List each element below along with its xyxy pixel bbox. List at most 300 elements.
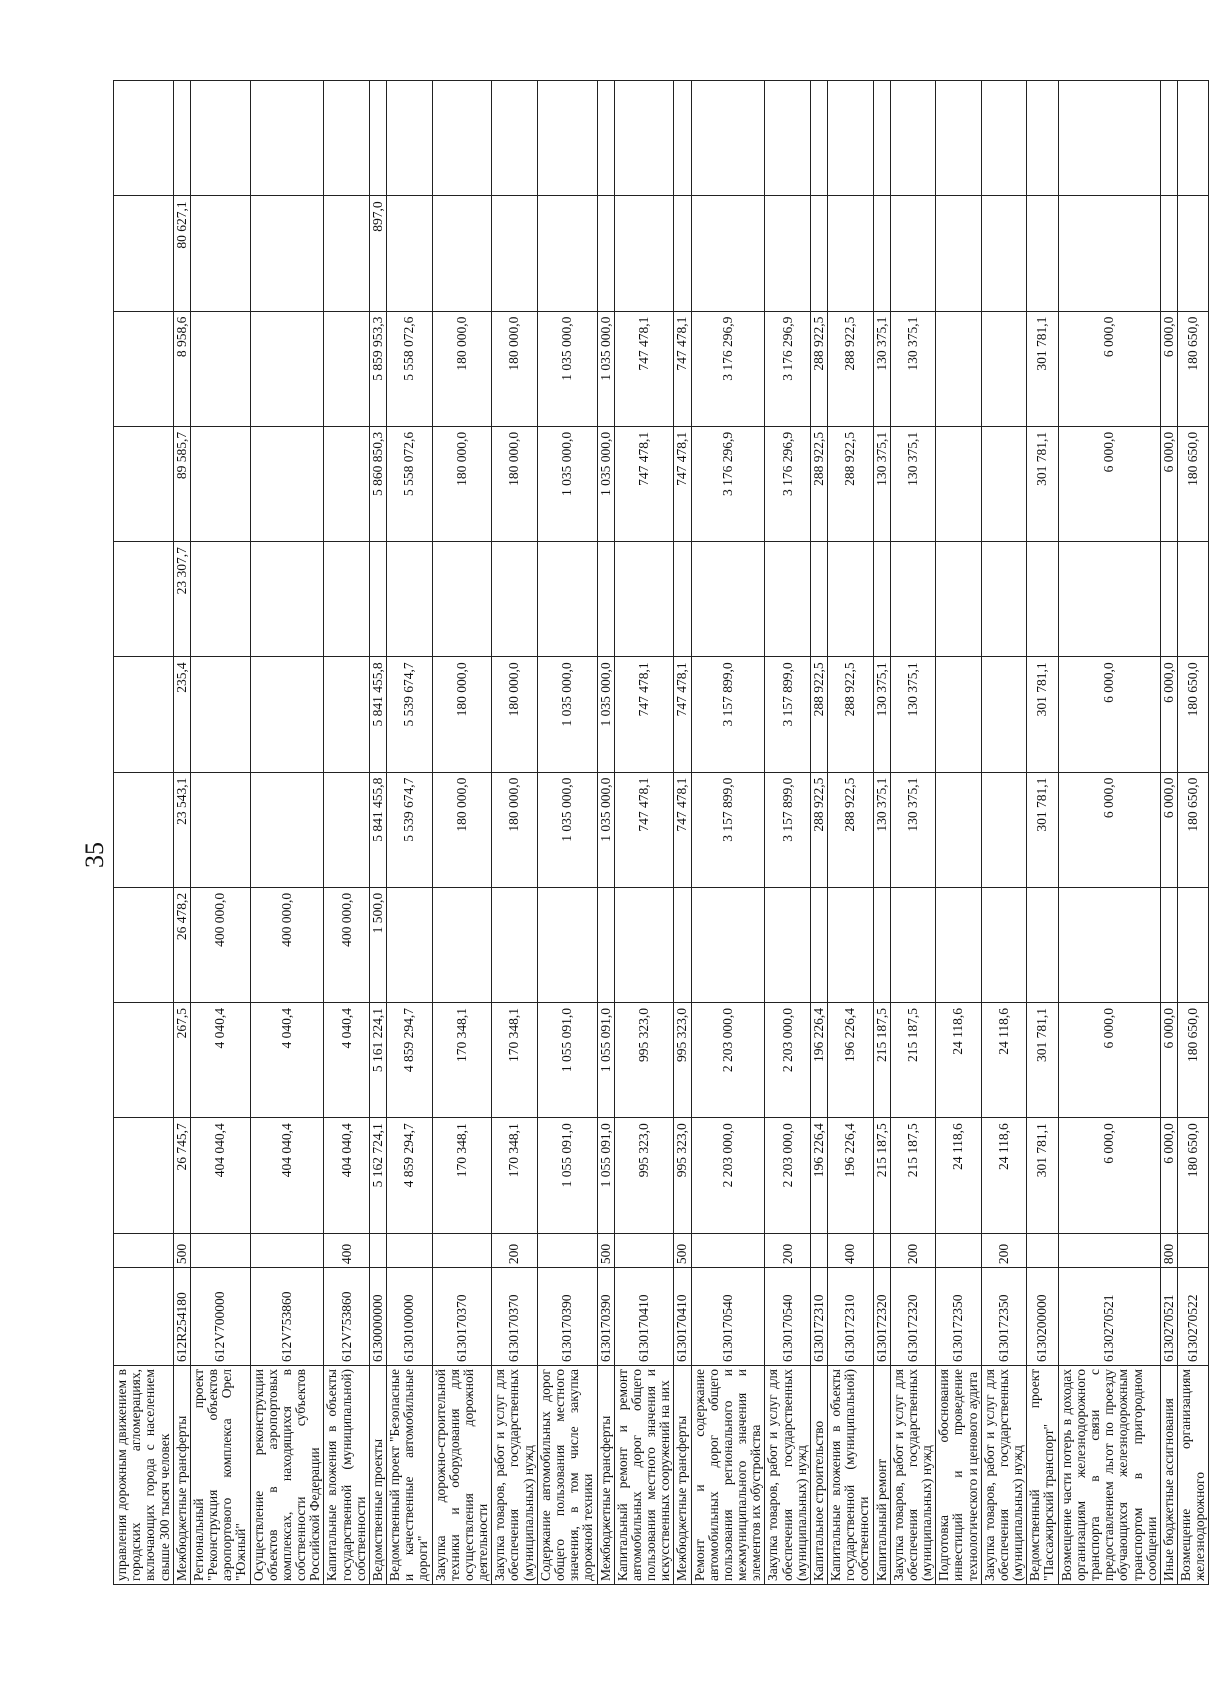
row-value-cell [765,81,811,196]
row-value-cell: 288 922,5 [810,311,827,426]
row-value-cell: 170 348,1 [432,1118,492,1233]
table-row [674,81,691,1585]
row-value-cell [936,81,982,196]
row-code-cell: 6130172350 [981,1268,1027,1366]
row-value-cell [114,426,174,541]
row-vr-cell: 200 [890,1233,936,1268]
table-row [432,81,492,1585]
row-value-cell [173,81,190,196]
row-value-cell [1058,196,1160,311]
row-value-cell [691,542,765,657]
row-value-cell: 1 035 000,0 [537,426,597,541]
row-vr-cell [614,1233,674,1268]
row-value-cell: 26 745,7 [173,1118,190,1233]
row-value-cell [1058,81,1160,196]
row-value-cell [890,196,936,311]
row-value-cell [114,81,174,196]
row-value-cell: 180 650,0 [1178,772,1209,887]
row-value-cell: 3 157 899,0 [691,657,765,772]
row-value-cell [1178,81,1209,196]
row-vr-cell: 500 [674,1233,691,1268]
row-value-cell [1178,887,1209,1002]
row-vr-cell: 500 [597,1233,614,1268]
row-code-cell: 6130170410 [674,1268,691,1366]
row-value-cell: 995 323,0 [674,1118,691,1233]
row-value-cell: 288 922,5 [810,772,827,887]
row-value-cell [387,542,433,657]
row-value-cell [1178,196,1209,311]
row-value-cell [432,81,492,196]
row-code-cell: 6130270522 [1178,1268,1209,1366]
row-value-cell: 215 187,5 [890,1003,936,1118]
row-vr-cell [1058,1233,1160,1268]
row-code-cell: 6130172320 [890,1268,936,1366]
row-value-cell: 235,4 [173,657,190,772]
row-value-cell [432,196,492,311]
row-name-cell: Возмещение организациям железнодорожного [1178,1366,1209,1585]
row-value-cell [387,887,433,1002]
row-value-cell: 130 375,1 [873,657,890,772]
row-code-cell: 6130270521 [1058,1268,1160,1366]
row-name-cell: Региональный проект "Реконструкция объектов аэропортового комплекса Орел "Южный" [190,1366,250,1585]
row-value-cell [981,196,1027,311]
row-value-cell: 5 859 953,3 [369,311,386,426]
row-value-cell: 301 781,1 [1027,1118,1058,1233]
row-value-cell [250,426,324,541]
row-value-cell: 301 781,1 [1027,1003,1058,1118]
row-value-cell [936,542,982,657]
row-value-cell [1160,542,1177,657]
row-value-cell: 5 841 455,8 [369,657,386,772]
row-value-cell [936,426,982,541]
row-value-cell [114,772,174,887]
row-vr-cell: 200 [981,1233,1027,1268]
row-value-cell: 196 226,4 [828,1003,874,1118]
row-vr-cell [190,1233,250,1268]
row-value-cell: 747 478,1 [674,311,691,426]
row-value-cell: 6 000,0 [1160,426,1177,541]
row-value-cell [873,196,890,311]
row-value-cell: 301 781,1 [1027,311,1058,426]
row-value-cell: 196 226,4 [810,1003,827,1118]
row-value-cell: 3 176 296,9 [691,311,765,426]
row-code-cell: 6130170410 [614,1268,674,1366]
row-value-cell [432,887,492,1002]
row-value-cell [828,196,874,311]
row-value-cell [614,887,674,1002]
row-value-cell [190,81,250,196]
row-value-cell: 747 478,1 [614,657,674,772]
row-value-cell: 6 000,0 [1160,1118,1177,1233]
row-value-cell: 8 958,6 [173,311,190,426]
row-value-cell: 1 035 000,0 [597,311,614,426]
row-value-cell: 5 539 674,7 [387,772,433,887]
row-value-cell [114,657,174,772]
row-value-cell: 3 157 899,0 [765,657,811,772]
budget-table [113,80,1209,1585]
row-value-cell [765,542,811,657]
row-value-cell [1160,196,1177,311]
row-vr-cell [369,1233,386,1268]
row-value-cell [1160,887,1177,1002]
row-value-cell [190,657,250,772]
table-row [597,81,614,1585]
row-value-cell: 180 650,0 [1178,1003,1209,1118]
table-body [114,81,1209,1585]
row-vr-cell: 500 [173,1233,190,1268]
table-row [173,81,190,1585]
row-value-cell: 24 118,6 [936,1003,982,1118]
row-code-cell [114,1268,174,1366]
row-value-cell: 4 859 294,7 [387,1003,433,1118]
row-code-cell: 612R254180 [173,1268,190,1366]
row-value-cell [190,196,250,311]
row-value-cell: 995 323,0 [614,1003,674,1118]
row-value-cell [324,196,370,311]
row-code-cell: 612V700000 [190,1268,250,1366]
row-value-cell [873,81,890,196]
row-value-cell [1178,542,1209,657]
row-value-cell [1058,542,1160,657]
row-value-cell: 130 375,1 [873,426,890,541]
row-value-cell [828,542,874,657]
page-number: 35 [80,842,109,868]
row-value-cell [114,1118,174,1233]
row-value-cell: 995 323,0 [674,1003,691,1118]
row-value-cell: 130 375,1 [890,426,936,541]
row-value-cell: 400 000,0 [324,887,370,1002]
row-value-cell [691,81,765,196]
row-value-cell [936,196,982,311]
row-value-cell: 130 375,1 [890,772,936,887]
row-value-cell: 4 859 294,7 [387,1118,433,1233]
row-value-cell [387,196,433,311]
row-value-cell: 5 860 850,3 [369,426,386,541]
row-value-cell: 3 157 899,0 [765,772,811,887]
row-code-cell: 6130172350 [936,1268,982,1366]
row-value-cell: 1 035 000,0 [537,311,597,426]
row-value-cell [324,426,370,541]
row-value-cell [936,887,982,1002]
row-value-cell: 897,0 [369,196,386,311]
row-code-cell: 612V753860 [324,1268,370,1366]
table-row [981,81,1027,1585]
row-value-cell: 180 650,0 [1178,1118,1209,1233]
row-vr-cell [936,1233,982,1268]
row-value-cell [981,81,1027,196]
row-name-cell: Закупка товаров, работ и услуг для обеспечения государственных (муниципальных) нужд [765,1366,811,1585]
row-code-cell: 6130170540 [691,1268,765,1366]
rotated-table-wrapper [113,75,1208,1585]
row-value-cell: 747 478,1 [614,311,674,426]
row-value-cell: 180 650,0 [1178,311,1209,426]
row-value-cell: 3 176 296,9 [765,311,811,426]
row-value-cell: 215 187,5 [873,1003,890,1118]
row-code-cell: 6130170370 [432,1268,492,1366]
row-value-cell: 23 543,1 [173,772,190,887]
row-value-cell [981,311,1027,426]
row-value-cell [250,772,324,887]
row-value-cell [387,81,433,196]
row-vr-cell [114,1233,174,1268]
row-value-cell [492,196,538,311]
row-value-cell: 180 000,0 [432,772,492,887]
row-value-cell [324,772,370,887]
table-row [873,81,890,1585]
row-value-cell: 130 375,1 [890,657,936,772]
row-value-cell [674,81,691,196]
row-value-cell: 267,5 [173,1003,190,1118]
row-value-cell: 180 000,0 [432,657,492,772]
row-name-cell: Осуществление реконструкции объектов в аэропортовых комплексах, находящихся в собственности субъектов Российской Федерации [250,1366,324,1585]
row-value-cell [190,426,250,541]
row-value-cell [114,887,174,1002]
row-value-cell [614,542,674,657]
row-code-cell: 612V753860 [250,1268,324,1366]
row-vr-cell [1178,1233,1209,1268]
row-value-cell [828,81,874,196]
row-value-cell: 1 035 000,0 [597,426,614,541]
row-value-cell: 6 000,0 [1058,1003,1160,1118]
row-vr-cell [250,1233,324,1268]
row-value-cell: 170 348,1 [492,1003,538,1118]
row-value-cell: 170 348,1 [432,1003,492,1118]
table-row [387,81,433,1585]
row-name-cell: Капитальный ремонт [873,1366,890,1585]
row-vr-cell: 200 [492,1233,538,1268]
row-value-cell: 288 922,5 [828,772,874,887]
row-value-cell: 2 203 000,0 [691,1118,765,1233]
row-code-cell: 6130170390 [537,1268,597,1366]
row-value-cell: 3 157 899,0 [691,772,765,887]
row-value-cell: 301 781,1 [1027,426,1058,541]
row-value-cell: 6 000,0 [1058,657,1160,772]
row-value-cell: 747 478,1 [674,426,691,541]
row-value-cell: 215 187,5 [873,1118,890,1233]
table-row [1027,81,1058,1585]
table-row [190,81,250,1585]
row-value-cell [691,887,765,1002]
row-value-cell [537,887,597,1002]
row-value-cell [114,311,174,426]
row-name-cell: Закупка дорожно-строительной техники и оборудования для осуществления дорожной деятельности [432,1366,492,1585]
row-value-cell [492,887,538,1002]
row-value-cell: 89 585,7 [173,426,190,541]
row-value-cell: 995 323,0 [614,1118,674,1233]
row-value-cell [250,196,324,311]
row-value-cell [674,196,691,311]
row-name-cell: Закупка товаров, работ и услуг для обеспечения государственных (муниципальных) нужд [492,1366,538,1585]
row-value-cell [324,657,370,772]
row-value-cell: 400 000,0 [250,887,324,1002]
row-value-cell [597,81,614,196]
row-value-cell: 301 781,1 [1027,657,1058,772]
row-value-cell: 1 035 000,0 [537,657,597,772]
row-value-cell: 5 161 224,1 [369,1003,386,1118]
row-name-cell: Содержание автомобильных дорог общего пользования местного значения, в том числе закупка дорожной техники [537,1366,597,1585]
table-row [890,81,936,1585]
row-value-cell [324,81,370,196]
row-value-cell: 3 176 296,9 [765,426,811,541]
row-value-cell [691,196,765,311]
row-value-cell: 2 203 000,0 [765,1118,811,1233]
row-value-cell [369,81,386,196]
row-code-cell: 6130170540 [765,1268,811,1366]
row-value-cell [250,657,324,772]
row-value-cell: 170 348,1 [492,1118,538,1233]
row-name-cell: Иные бюджетные ассигнования [1160,1366,1177,1585]
row-value-cell [597,887,614,1002]
row-name-cell: Капитальный ремонт и ремонт автомобильных дорог общего пользования местного значения и искусственных сооружений на них [614,1366,674,1585]
row-value-cell: 180 650,0 [1178,657,1209,772]
row-value-cell [1027,81,1058,196]
row-value-cell [114,542,174,657]
row-value-cell [981,542,1027,657]
row-value-cell: 23 307,7 [173,542,190,657]
row-value-cell [810,196,827,311]
table-row [691,81,765,1585]
row-value-cell [114,196,174,311]
row-value-cell [873,542,890,657]
table-row [114,81,174,1585]
row-name-cell: Ведомственный проект "Пассажирский транспорт" [1027,1366,1058,1585]
row-value-cell: 1 035 000,0 [597,657,614,772]
row-value-cell [369,542,386,657]
row-value-cell: 4 040,4 [190,1003,250,1118]
row-value-cell [324,311,370,426]
row-value-cell: 130 375,1 [873,772,890,887]
row-value-cell: 1 035 000,0 [537,772,597,887]
row-value-cell: 747 478,1 [614,772,674,887]
row-code-cell: 6130270521 [1160,1268,1177,1366]
row-value-cell [674,887,691,1002]
row-name-cell: Подготовка обоснования инвестиций и проведение технологического и ценового аудита [936,1366,982,1585]
table-row [1160,81,1177,1585]
row-value-cell: 24 118,6 [981,1118,1027,1233]
row-value-cell: 180 650,0 [1178,426,1209,541]
row-value-cell [936,772,982,887]
row-vr-cell: 800 [1160,1233,1177,1268]
row-value-cell [890,542,936,657]
row-value-cell [1027,887,1058,1002]
row-name-cell: Закупка товаров, работ и услуг для обеспечения государственных (муниципальных) нужд [890,1366,936,1585]
row-value-cell [324,542,370,657]
row-vr-cell: 400 [828,1233,874,1268]
row-name-cell: Ведомственные проекты [369,1366,386,1585]
row-value-cell: 404 040,4 [324,1118,370,1233]
row-value-cell: 288 922,5 [828,426,874,541]
row-vr-cell [810,1233,827,1268]
row-code-cell: 6130100000 [387,1268,433,1366]
row-value-cell: 1 055 091,0 [537,1003,597,1118]
row-code-cell: 6130200000 [1027,1268,1058,1366]
row-value-cell: 747 478,1 [674,772,691,887]
row-code-cell: 6130170370 [492,1268,538,1366]
row-value-cell: 26 478,2 [173,887,190,1002]
row-value-cell: 6 000,0 [1160,1003,1177,1118]
row-value-cell [537,81,597,196]
row-value-cell [190,542,250,657]
row-value-cell [810,542,827,657]
row-name-cell: Возмещение части потерь в доходах организациям железнодорожного транспорта в связи с предоставлением льгот по проезду обучающихся железнодорожным транспортом в пригородном сообщении [1058,1366,1160,1585]
row-value-cell: 24 118,6 [936,1118,982,1233]
table-row [1178,81,1209,1585]
row-vr-cell [537,1233,597,1268]
row-value-cell [492,81,538,196]
row-value-cell: 180 000,0 [432,311,492,426]
row-name-cell: Капитальное строительство [810,1366,827,1585]
row-value-cell [981,426,1027,541]
row-value-cell: 5 558 072,6 [387,311,433,426]
table-row [324,81,370,1585]
row-name-cell: Ведомственный проект "Безопасные и качественные автомобильные дороги" [387,1366,433,1585]
row-value-cell: 180 000,0 [432,426,492,541]
row-name-cell: Ремонт и содержание автомобильных дорог общего пользования регионального и межмуниципального значения и элементов их обустройства [691,1366,765,1585]
row-vr-cell: 400 [324,1233,370,1268]
table-row [537,81,597,1585]
row-value-cell: 6 000,0 [1160,311,1177,426]
row-value-cell: 24 118,6 [981,1003,1027,1118]
row-value-cell: 130 375,1 [890,311,936,426]
row-value-cell [614,196,674,311]
row-value-cell: 1 055 091,0 [537,1118,597,1233]
row-value-cell [674,542,691,657]
row-name-cell: Капитальные вложения в объекты государственной (муниципальной) собственности [324,1366,370,1585]
row-value-cell [1027,196,1058,311]
row-code-cell: 6130170390 [597,1268,614,1366]
row-value-cell: 180 000,0 [492,426,538,541]
row-value-cell [890,81,936,196]
row-value-cell: 6 000,0 [1160,657,1177,772]
row-value-cell [981,772,1027,887]
row-value-cell: 196 226,4 [828,1118,874,1233]
row-name-cell: Закупка товаров, работ и услуг для обеспечения государственных (муниципальных) нужд [981,1366,1027,1585]
row-value-cell: 288 922,5 [810,657,827,772]
row-value-cell: 404 040,4 [250,1118,324,1233]
row-value-cell: 4 040,4 [324,1003,370,1118]
row-value-cell [873,887,890,1002]
row-vr-cell: 200 [765,1233,811,1268]
row-value-cell [981,657,1027,772]
row-value-cell: 2 203 000,0 [765,1003,811,1118]
table-row [614,81,674,1585]
table-row [369,81,386,1585]
row-vr-cell [691,1233,765,1268]
row-value-cell: 215 187,5 [890,1118,936,1233]
row-value-cell: 6 000,0 [1058,426,1160,541]
row-value-cell: 196 226,4 [810,1118,827,1233]
row-value-cell: 80 627,1 [173,196,190,311]
row-value-cell: 1 055 091,0 [597,1118,614,1233]
row-value-cell [936,311,982,426]
row-code-cell: 6130172310 [828,1268,874,1366]
table-row [250,81,324,1585]
row-name-cell: Межбюджетные трансферты [173,1366,190,1585]
row-vr-cell [432,1233,492,1268]
row-value-cell: 747 478,1 [614,426,674,541]
row-value-cell: 288 922,5 [828,657,874,772]
row-value-cell [114,1003,174,1118]
table-row [810,81,827,1585]
row-value-cell [537,196,597,311]
row-vr-cell [387,1233,433,1268]
row-name-cell: Капитальные вложения в объекты государственной (муниципальной) собственности [828,1366,874,1585]
table-row [936,81,982,1585]
row-value-cell: 1 035 000,0 [597,772,614,887]
row-value-cell: 5 162 724,1 [369,1118,386,1233]
row-value-cell [765,196,811,311]
row-value-cell: 747 478,1 [674,657,691,772]
